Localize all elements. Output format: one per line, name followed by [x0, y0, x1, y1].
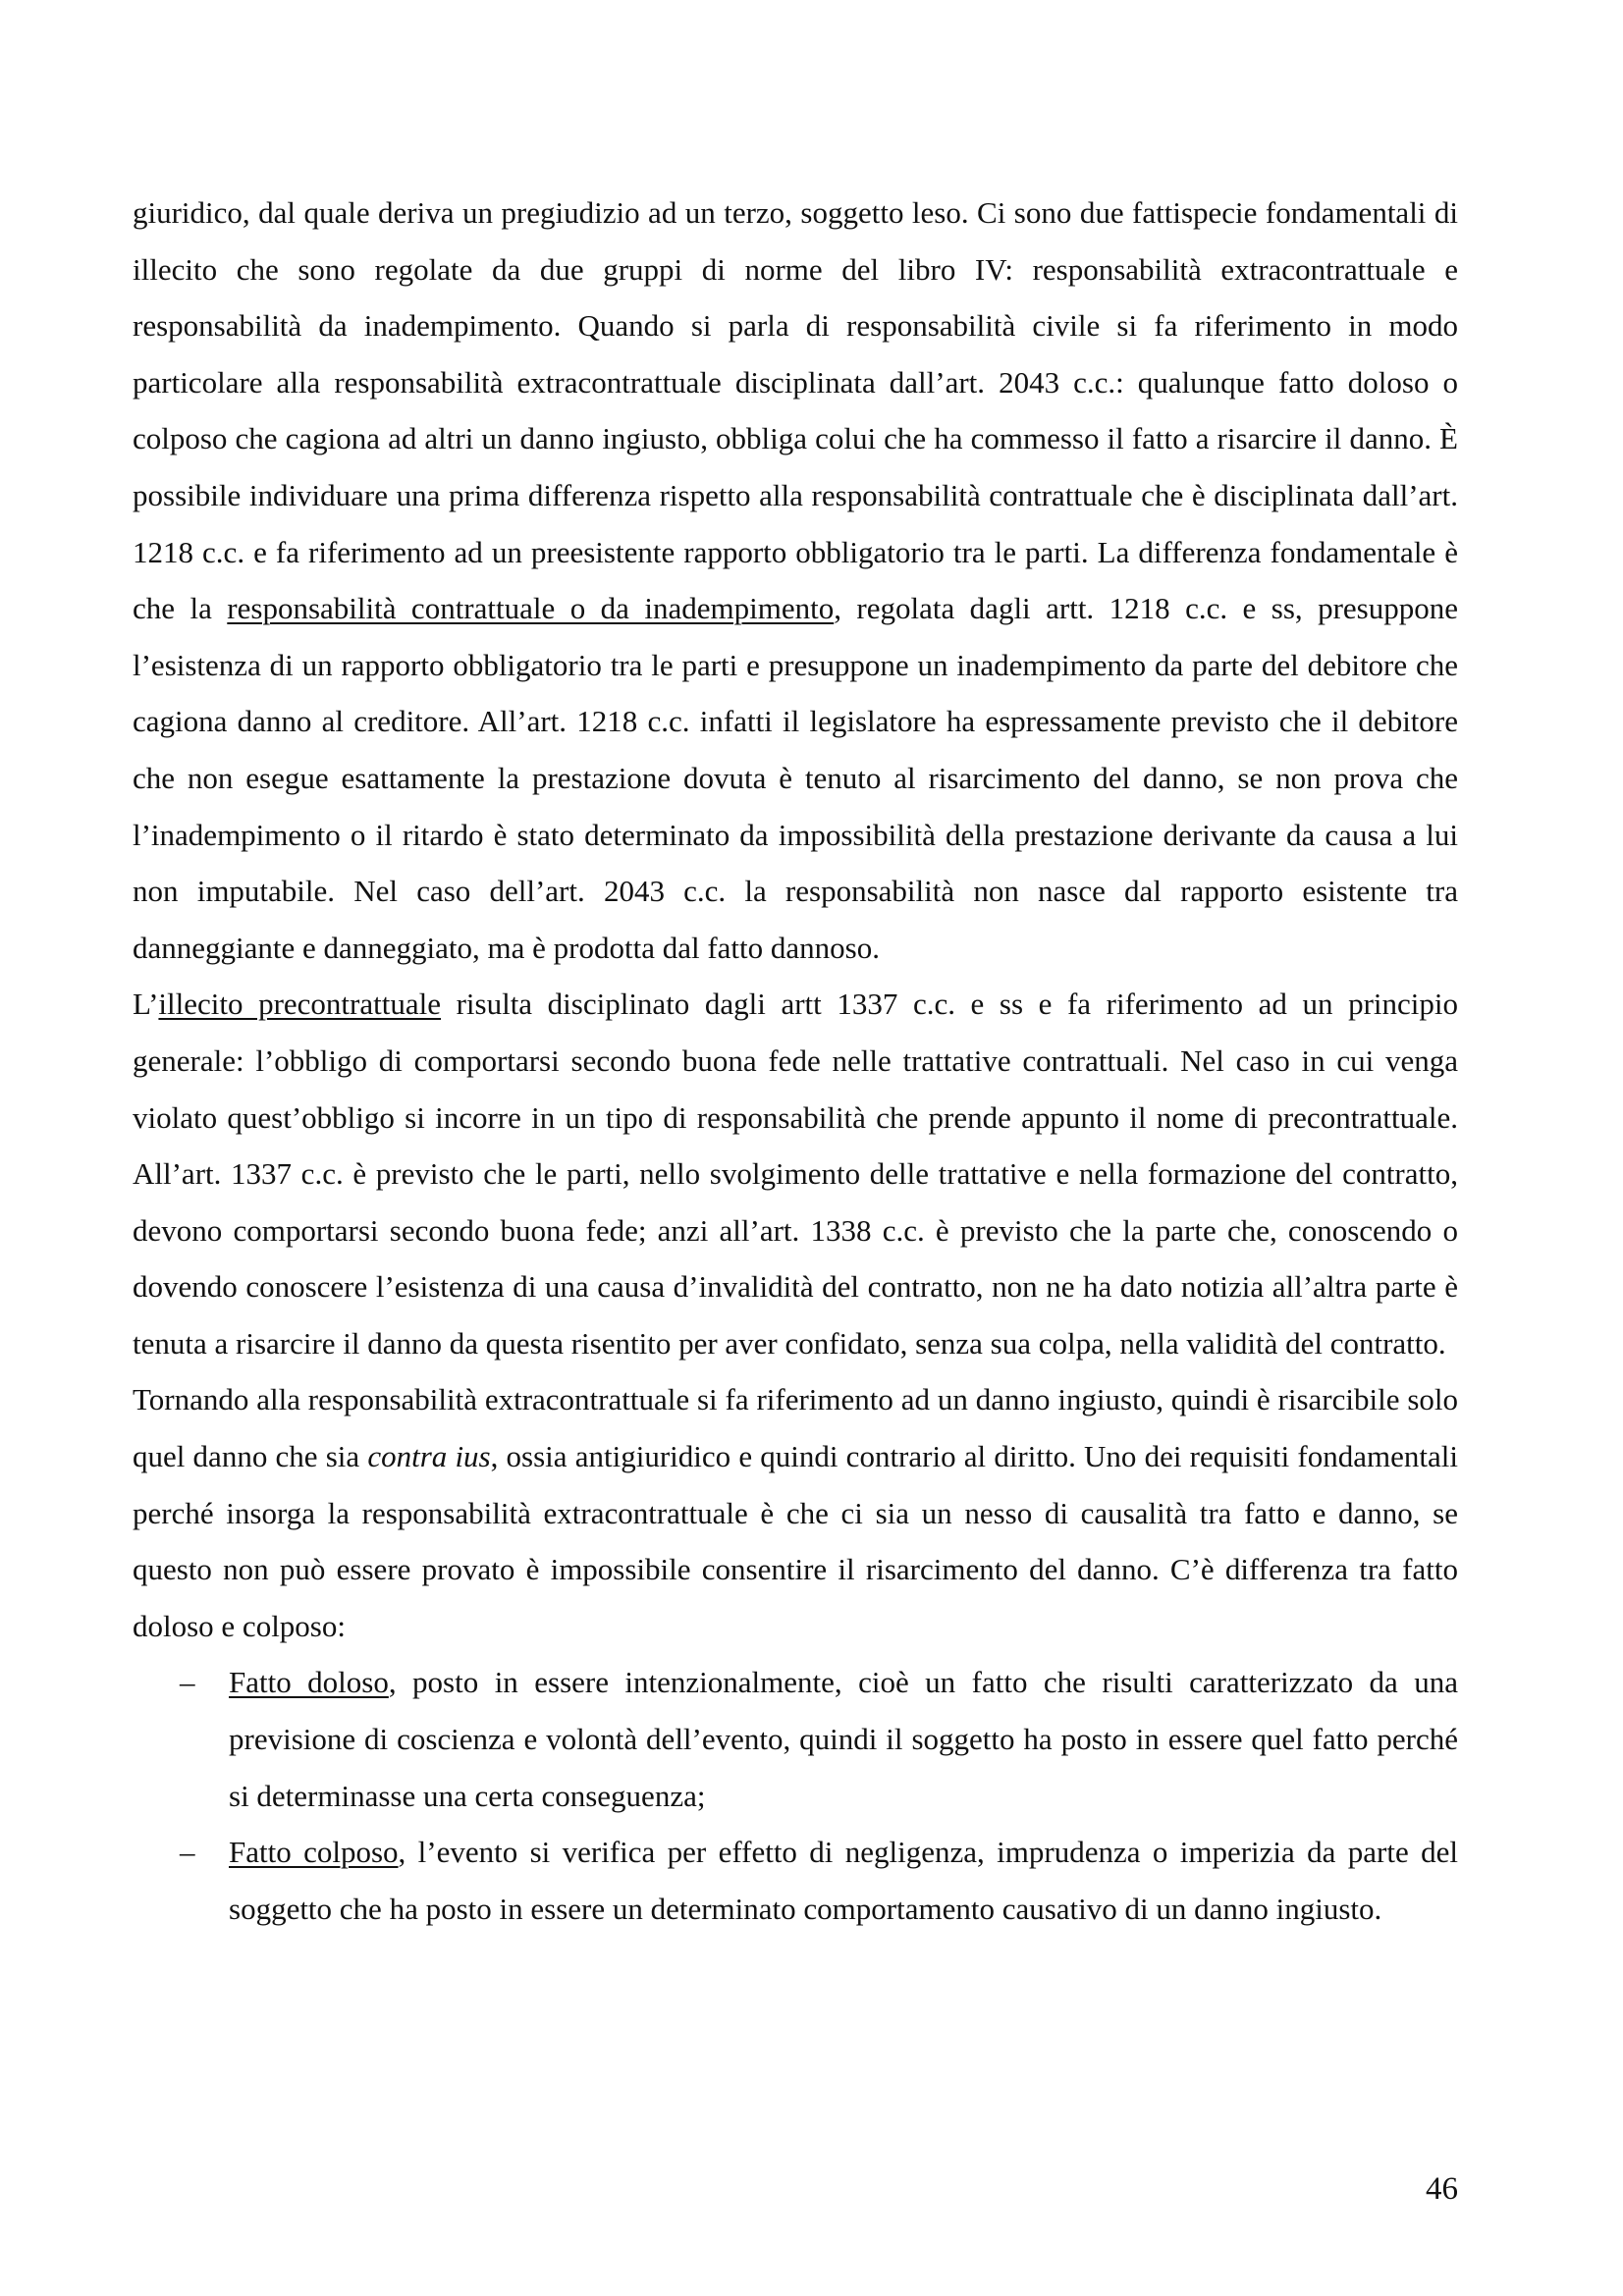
list-item-fatto-colposo — [133, 1824, 1458, 1937]
page-number: 46 — [1426, 2171, 1458, 2207]
underlined-term-fatto-colposo: Fatto colposo — [229, 1835, 399, 1870]
paragraph-text: giuridico, dal quale deriva un pregiudizio ad un terzo, soggetto leso. Ci sono due fattispecie fondamentali di illecito che sono regolate da due gruppi di norme del libro IV: responsabilità extracontrattuale e responsabilità da inadempimento. Quando si parla di responsabilità civile si fa riferimento in modo particolare alla responsabilità extracontrattuale disciplinata dall’art. 2043 c.c.: qualunque fatto doloso o colposo che cagiona ad altri un danno ingiusto, obbliga colui che ha commesso il fatto a risarcire il danno. È possibile individuare una prima differenza rispetto alla responsabilità contrattuale che è disciplinata dall’art. 1218 c.c. e fa riferimento ad un preesistente rapporto obbligatorio tra le parti. La differenza fondamentale è che la — [133, 195, 1458, 626]
paragraph-text: , ossia antigiuridico e quindi contrario al diritto. Uno dei requisiti fondamentali perché insorga la responsabilità extracontrattuale è che ci sia un nesso di causalità tra fatto e danno, se questo non può essere provato è impossibile consentire il risarcimento del danno. C’è differenza tra fatto doloso e colposo: — [133, 1439, 1458, 1643]
list-item-fatto-doloso — [133, 1654, 1458, 1824]
paragraph-responsabilita-contrattuale — [133, 185, 1458, 976]
list-item-text: , l’evento si verifica per effetto di negligenza, imprudenza o imperizia da parte del soggetto che ha posto in essere un determinato comportamento causativo di un danno ingiusto. — [229, 1835, 1458, 1926]
list-item-text: , posto in essere intenzionalmente, cioè un fatto che risulti caratterizzato da una previsione di coscienza e volontà dell’evento, quindi il soggetto ha posto in essere quel fatto perché si determinasse una certa conseguenza; — [229, 1665, 1458, 1813]
underlined-term-responsabilita-contrattuale: responsabilità contrattuale o da inadempimento — [227, 591, 835, 626]
paragraph-text: , regolata dagli artt. 1218 c.c. e ss, presuppone l’esistenza di un rapporto obbligatorio tra le parti e presuppone un inadempimento da parte del debitore che cagiona danno al creditore. All’art. 1218 c.c. infatti il legislatore ha espressamente previsto che il debitore che non esegue esattamente la prestazione dovuta è tenuto al risarcimento del danno, se non prova che l’inadempimento o il ritardo è stato determinato da impossibilità della prestazione derivante da causa a lui non imputabile. Nel caso dell’art. 2043 c.c. la responsabilità non nasce dal rapporto esistente tra danneggiante e danneggiato, ma è prodotta dal fatto dannoso. — [133, 591, 1459, 965]
paragraph-illecito-precontrattuale — [133, 976, 1458, 1371]
paragraph-text: risulta disciplinato dagli artt 1337 c.c. e ss e fa riferimento ad un principio generale: l’obbligo di comportarsi secondo buona fede nelle trattative contrattuali. Nel caso in cui venga violato quest’obbligo si incorre in un tipo di responsabilità che prende appunto il nome di precontrattuale. All’art. 1337 c.c. è previsto che le parti, nello svolgimento delle trattative e nella formazione del contratto, devono comportarsi secondo buona fede; anzi all’art. 1338 c.c. è previsto che la parte che, conoscendo o dovendo conoscere l’esistenza di una causa d’invalidità del contratto, non ne ha dato notizia all’altra parte è tenuta a risarcire il danno da questa risentito per aver confidato, senza sua colpa, nella validità del contratto. — [133, 987, 1459, 1361]
dash-bullet: – — [180, 1835, 195, 1870]
paragraph-text: Tornando alla responsabilità extracontrattuale si fa riferimento ad un danno ingiusto, quindi è risarcibile solo quel danno che sia — [133, 1382, 1458, 1474]
underlined-term-illecito-precontrattuale: illecito precontrattuale — [158, 987, 441, 1022]
paragraph-responsabilita-extracontrattuale — [133, 1371, 1458, 1654]
paragraph-text: L’ — [133, 987, 159, 1022]
dash-bullet: – — [180, 1665, 195, 1700]
document-body — [133, 185, 1458, 1937]
italic-term-contra-ius: contra ius — [367, 1439, 491, 1474]
fatto-types-list — [133, 1654, 1458, 1937]
underlined-term-fatto-doloso: Fatto doloso — [229, 1665, 389, 1700]
